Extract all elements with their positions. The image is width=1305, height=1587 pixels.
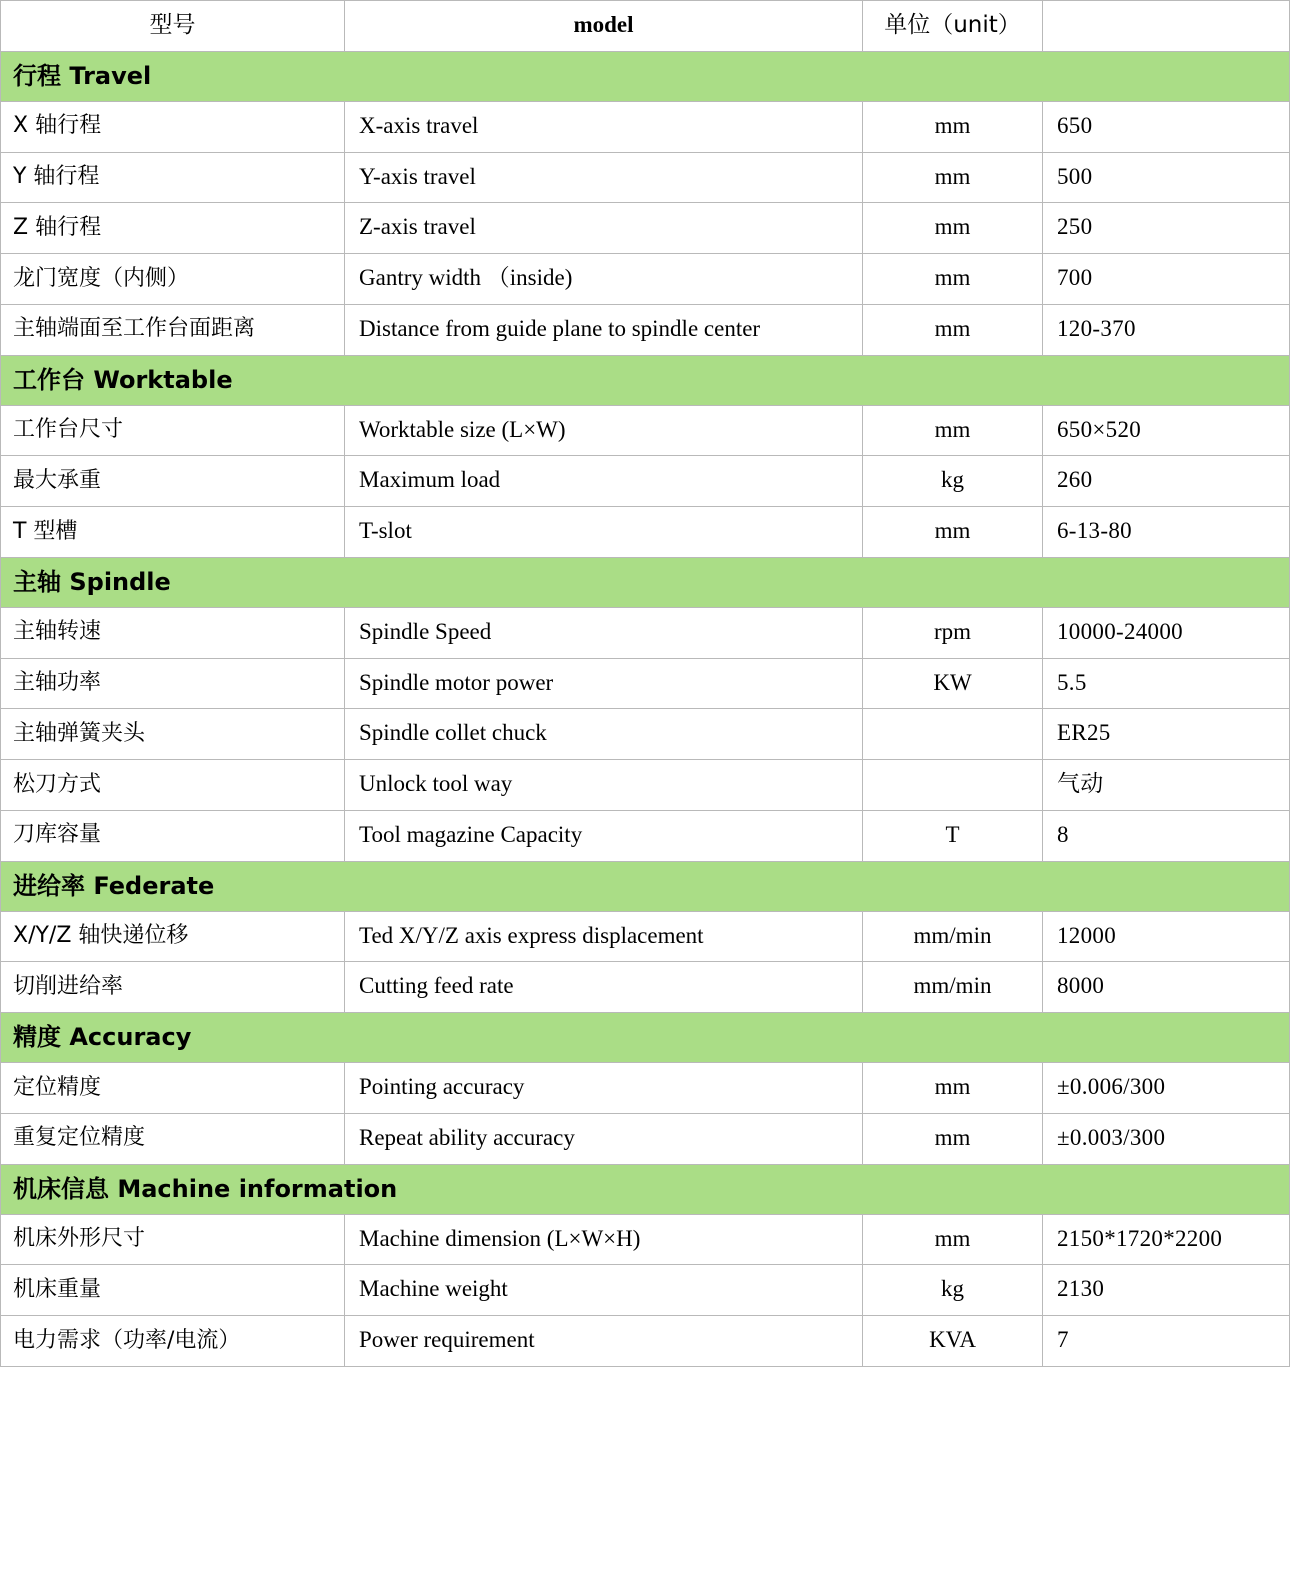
spec-unit-cell-text [863,774,1042,795]
spec-model-cell-text: Spindle motor power [359,669,554,695]
spec-name-cell-text: X/Y/Z 轴快递位移 [13,923,189,949]
spec-name-cell [1,101,345,152]
spec-value-cell [1043,405,1290,456]
spec-value-cell [1043,254,1290,305]
spec-unit-cell [863,607,1043,658]
spec-value-cell-text: 260 [1057,467,1093,493]
spec-value-cell [1043,760,1290,811]
section-header-row [1,1013,1290,1063]
spec-value-cell-text: 120-370 [1057,315,1136,341]
spec-value-cell-text: 12000 [1057,922,1116,948]
spec-model-cell [345,456,863,507]
spec-model-cell [345,405,863,456]
spec-value-cell [1043,203,1290,254]
spec-unit-cell-text: mm [934,315,971,341]
table-row [1,1214,1290,1265]
table-row [1,709,1290,760]
header-cell-value [1043,1,1290,52]
spec-model-cell-text: Machine dimension (L×W×H) [359,1225,641,1251]
spec-value-cell-text: 6-13-80 [1057,518,1132,543]
section-header-cell [1,861,1290,911]
spec-unit-cell [863,254,1043,305]
spec-unit-cell [863,203,1043,254]
spec-value-cell-text: 7 [1057,1327,1069,1352]
spec-value-cell-text: 10000-24000 [1057,618,1183,644]
table-row [1,607,1290,658]
table-header-row [1,1,1290,52]
spec-name-cell [1,760,345,811]
spec-value-cell [1043,962,1290,1013]
spec-name-cell [1,304,345,355]
spec-name-cell [1,1316,345,1367]
spec-value-cell [1043,1113,1290,1164]
section-header-label: 进给率 Federate [13,871,215,900]
spec-value-cell-text: ±0.003/300 [1057,1124,1166,1150]
spec-unit-cell-text: mm [934,1225,971,1251]
spec-value-cell [1043,507,1290,558]
spec-model-cell [345,760,863,811]
section-header-label: 主轴 Spindle [13,567,171,596]
spec-name-cell [1,507,345,558]
table-row [1,1113,1290,1164]
spec-model-cell-text: Tool magazine Capacity [359,821,583,847]
spec-model-cell-text: Repeat ability accuracy [359,1124,575,1150]
spec-name-cell-text: X 轴行程 [13,113,102,139]
spec-name-cell [1,152,345,203]
section-header-cell [1,1164,1290,1214]
spec-value-cell-text: 8000 [1057,973,1105,999]
spec-value-cell-text: 250 [1057,214,1093,240]
spec-model-cell [345,507,863,558]
spec-value-cell [1043,304,1290,355]
spec-unit-cell-text: mm [934,214,971,240]
spec-unit-cell [863,1265,1043,1316]
section-header-cell [1,355,1290,405]
spec-model-cell [345,658,863,709]
section-header-row [1,1164,1290,1214]
spec-model-cell-text: Gantry width （inside) [359,265,573,290]
spec-model-cell [345,101,863,152]
spec-name-cell [1,709,345,760]
spec-unit-cell [863,810,1043,861]
section-header-label: 行程 Travel [13,61,152,90]
spec-value-cell-text: 2130 [1057,1276,1105,1302]
spec-model-cell-text: Unlock tool way [359,771,513,796]
spec-unit-cell [863,1214,1043,1265]
spec-model-cell-text: Ted X/Y/Z axis express displacement [359,922,704,948]
section-header-cell [1,557,1290,607]
spec-name-cell-text: 定位精度 [13,1074,102,1100]
spec-model-cell [345,254,863,305]
table-row [1,203,1290,254]
spec-name-cell [1,203,345,254]
spec-value-cell-text: 8 [1057,821,1069,847]
spec-model-cell-text: X-axis travel [359,112,479,138]
table-row [1,405,1290,456]
spec-name-cell [1,1113,345,1164]
spec-name-cell-text: Y 轴行程 [13,164,100,190]
spec-unit-cell [863,911,1043,962]
spec-value-cell [1043,101,1290,152]
spec-name-cell-text: 主轴弹簧夹头 [13,720,146,746]
spec-model-cell-text: T-slot [359,518,412,543]
spec-unit-cell-text: mm/min [913,922,992,948]
spec-unit-cell-text: kg [941,1276,964,1302]
spec-value-cell [1043,607,1290,658]
header-cell-value-text [1043,15,1289,36]
spec-unit-cell [863,1063,1043,1114]
spec-model-cell [345,152,863,203]
spec-unit-cell-text: KVA [929,1327,976,1352]
spec-name-cell-text: 主轴功率 [13,670,102,696]
spec-unit-cell-text: rpm [933,618,972,644]
table-row [1,456,1290,507]
spec-unit-cell-text: mm/min [913,973,992,999]
spec-name-cell [1,1265,345,1316]
spec-name-cell-text: 重复定位精度 [13,1125,146,1151]
header-cell-name-text: 型号 [149,12,196,38]
spec-value-cell [1043,911,1290,962]
header-cell-model [345,1,863,52]
table-row [1,962,1290,1013]
spec-unit-cell-text: mm [934,518,971,543]
header-cell-unit [863,1,1043,52]
spec-name-cell-text: 工作台尺寸 [13,417,124,443]
spec-model-cell-text: Power requirement [359,1327,535,1352]
table-row [1,658,1290,709]
section-header-row [1,557,1290,607]
table-row [1,1265,1290,1316]
spec-model-cell [345,962,863,1013]
spec-value-cell [1043,152,1290,203]
table-row [1,810,1290,861]
spec-unit-cell [863,658,1043,709]
section-header-label: 精度 Accuracy [13,1023,192,1051]
spec-model-cell-text: Machine weight [359,1276,508,1302]
spec-name-cell-text: 刀库容量 [13,822,102,848]
section-header-label: 机床信息 Machine information [13,1174,398,1203]
table-row [1,101,1290,152]
spec-model-cell [345,1113,863,1164]
spec-value-cell-text: 2150*1720*2200 [1057,1225,1223,1251]
spec-unit-cell-text: kg [941,467,964,493]
section-header-row [1,861,1290,911]
section-header-cell [1,1013,1290,1063]
spec-unit-cell [863,709,1043,760]
spec-name-cell [1,911,345,962]
spec-value-cell [1043,1214,1290,1265]
spec-name-cell [1,962,345,1013]
table-row [1,1063,1290,1114]
spec-name-cell-text: 机床外形尺寸 [13,1226,146,1252]
header-cell-name [1,1,345,52]
spec-unit-cell-text: T [945,821,960,847]
spec-name-cell-text: 电力需求（功率/电流） [13,1327,241,1353]
spec-model-cell [345,304,863,355]
table-row [1,254,1290,305]
spec-model-cell [345,911,863,962]
spec-unit-cell-text: mm [934,416,971,442]
spec-unit-cell-text [863,724,1042,745]
spec-name-cell-text: T 型槽 [13,518,78,544]
spec-value-cell-text: ER25 [1057,720,1111,746]
spec-name-cell [1,810,345,861]
spec-name-cell-text: 切削进给率 [13,973,124,999]
spec-unit-cell-text: mm [934,112,971,138]
spec-model-cell [345,1214,863,1265]
table-row [1,152,1290,203]
spec-value-cell-text: 650×520 [1057,416,1142,442]
spec-model-cell [345,709,863,760]
spec-model-cell [345,1063,863,1114]
table-row [1,304,1290,355]
spec-unit-cell [863,304,1043,355]
spec-name-cell-text: Z 轴行程 [13,214,102,240]
spec-name-cell-text: 主轴端面至工作台面距离 [13,316,256,342]
spec-name-cell [1,405,345,456]
spec-value-cell-text: 700 [1057,265,1093,290]
spec-model-cell-text: Maximum load [359,467,501,493]
spec-unit-cell-text: mm [934,1124,971,1150]
specification-table-body [1,1,1290,1367]
spec-name-cell-text: 松刀方式 [13,771,102,797]
spec-name-cell [1,456,345,507]
spec-name-cell [1,607,345,658]
spec-name-cell-text: 机床重量 [13,1276,102,1302]
spec-unit-cell-text: mm [934,1074,971,1099]
spec-name-cell [1,1214,345,1265]
spec-model-cell [345,607,863,658]
spec-value-cell [1043,810,1290,861]
spec-model-cell-text: Spindle Speed [359,618,492,644]
spec-unit-cell [863,1316,1043,1367]
spec-name-cell [1,254,345,305]
spec-model-cell [345,1265,863,1316]
spec-model-cell-text: Y-axis travel [359,163,476,189]
section-header-label: 工作台 Worktable [13,365,233,394]
spec-value-cell [1043,658,1290,709]
spec-unit-cell [863,760,1043,811]
spec-model-cell-text: Pointing accuracy [359,1074,525,1099]
spec-unit-cell [863,152,1043,203]
spec-value-cell [1043,1316,1290,1367]
spec-unit-cell-text: mm [934,265,971,290]
table-row [1,911,1290,962]
table-row [1,1316,1290,1367]
spec-model-cell [345,203,863,254]
spec-name-cell-text: 龙门宽度（内侧） [13,265,190,291]
spec-model-cell-text: Z-axis travel [359,214,476,240]
spec-unit-cell [863,405,1043,456]
spec-value-cell [1043,456,1290,507]
spec-unit-cell [863,101,1043,152]
spec-unit-cell [863,1113,1043,1164]
spec-name-cell-text: 最大承重 [13,467,102,493]
spec-name-cell [1,1063,345,1114]
spec-value-cell-text: ±0.006/300 [1057,1074,1166,1099]
section-header-cell [1,51,1290,101]
spec-model-cell-text: Worktable size (L×W) [359,416,566,442]
spec-value-cell-text: 5.5 [1057,669,1087,695]
spec-value-cell-text: 500 [1057,163,1093,189]
section-header-row [1,355,1290,405]
spec-name-cell [1,658,345,709]
spec-model-cell-text: Distance from guide plane to spindle center [359,315,761,341]
spec-model-cell-text: Spindle collet chuck [359,720,547,746]
table-row [1,760,1290,811]
spec-model-cell-text: Cutting feed rate [359,973,514,999]
spec-value-cell-text: 气动 [1057,771,1104,796]
spec-unit-cell [863,962,1043,1013]
spec-value-cell [1043,709,1290,760]
spec-value-cell [1043,1063,1290,1114]
spec-value-cell-text: 650 [1057,112,1093,138]
header-cell-unit-text: 单位（unit） [884,12,1021,38]
spec-unit-cell [863,456,1043,507]
spec-name-cell-text: 主轴转速 [13,619,102,645]
spec-unit-cell-text: mm [934,163,971,189]
spec-value-cell [1043,1265,1290,1316]
spec-unit-cell [863,507,1043,558]
spec-model-cell [345,1316,863,1367]
spec-model-cell [345,810,863,861]
section-header-row [1,51,1290,101]
header-cell-model-text: model [573,12,634,37]
table-row [1,507,1290,558]
spec-unit-cell-text: KW [933,669,972,695]
